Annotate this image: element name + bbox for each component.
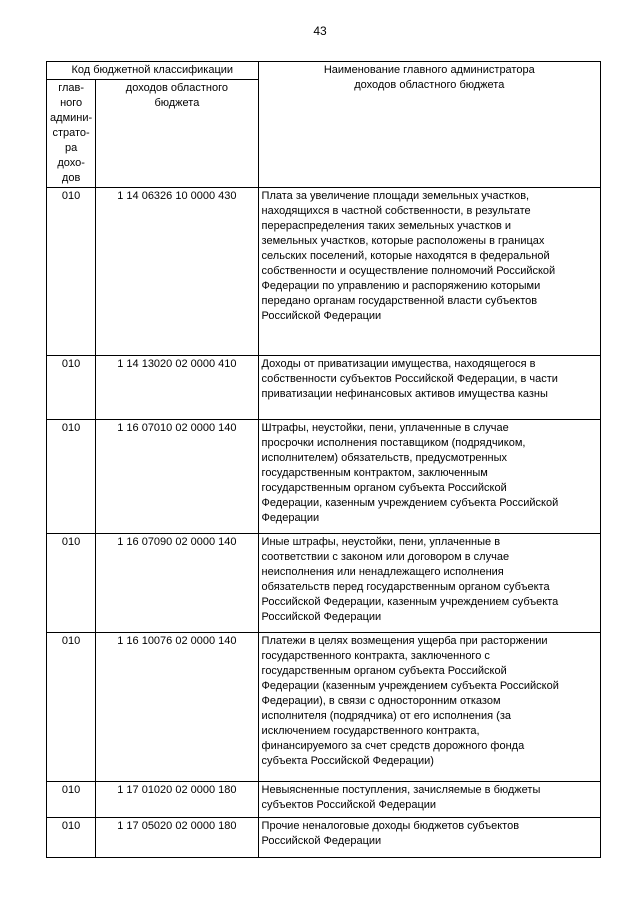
admin-code-cell: 010 — [47, 633, 96, 782]
description-cell: Невыясненные поступления, зачисляемые в бюджеты субъектов Российской Федерации — [258, 782, 600, 818]
admin-code-cell: 010 — [47, 534, 96, 633]
revenue-code-cell: 1 16 10076 02 0000 140 — [96, 633, 258, 782]
header-revenue-code: доходов областного бюджета — [96, 80, 258, 188]
revenue-code-cell: 1 17 01020 02 0000 180 — [96, 782, 258, 818]
header-chief-administrator: глав- ного админи- страто- ра дохо- дов — [47, 80, 96, 188]
description-cell: Плата за увеличение площади земельных участков, находящихся в частной собственности, в результате перераспределения таких земельных участков и земельных участков, которые расположены в границах сельских поселений, которые находятся в федеральной собственности и осуществление полномочий Российской Федерации по управлению и распоряжению которыми передано органам государственной власти субъектов Российской Федерации — [258, 188, 600, 356]
admin-code-cell: 010 — [47, 818, 96, 858]
description-cell: Иные штрафы, неустойки, пени, уплаченные в соответствии с законом или договором в случае неисполнения или ненадлежащего исполнения обязательств перед государственным органом субъекта Российской Федерации, казенным учреждением субъекта Российской Федерации — [258, 534, 600, 633]
table-row — [47, 356, 601, 420]
header-budget-classification-code: Код бюджетной классификации — [47, 62, 259, 80]
table-row — [47, 420, 601, 534]
table-row — [47, 633, 601, 782]
revenue-code-cell: 1 14 06326 10 0000 430 — [96, 188, 258, 356]
page-number: 43 — [313, 24, 327, 38]
budget-classification-table — [46, 61, 601, 858]
revenue-code-cell: 1 14 13020 02 0000 410 — [96, 356, 258, 420]
revenue-code-cell: 1 16 07090 02 0000 140 — [96, 534, 258, 633]
header-administrator-name: Наименование главного администратора доходов областного бюджета — [258, 62, 600, 188]
description-cell: Штрафы, неустойки, пени, уплаченные в случае просрочки исполнения поставщиком (подрядчиком, исполнителем) обязательств, предусмотренных государственным контрактом, заключенным государственным органом субъекта Российской Федерации, казенным учреждением субъекта Российской Федерации — [258, 420, 600, 534]
admin-code-cell: 010 — [47, 420, 96, 534]
admin-code-cell: 010 — [47, 356, 96, 420]
description-cell: Платежи в целях возмещения ущерба при расторжении государственного контракта, заключенного с государственным органом субъекта Российской Федерации (казенным учреждением субъекта Российской Федерации), в связи с односторонним отказом исполнителя (подрядчика) от его исполнения (за исключением государственного контракта, финансируемого за счет средств дорожного фонда субъекта Российской Федерации) — [258, 633, 600, 782]
admin-code-cell: 010 — [47, 188, 96, 356]
table-row — [47, 782, 601, 818]
revenue-code-cell: 1 16 07010 02 0000 140 — [96, 420, 258, 534]
description-cell: Доходы от приватизации имущества, находящегося в собственности субъектов Российской Федерации, в части приватизации нефинансовых активов имущества казны — [258, 356, 600, 420]
table-body — [47, 188, 601, 858]
table-row — [47, 818, 601, 858]
revenue-code-cell: 1 17 05020 02 0000 180 — [96, 818, 258, 858]
admin-code-cell: 010 — [47, 782, 96, 818]
description-cell: Прочие неналоговые доходы бюджетов субъектов Российской Федерации — [258, 818, 600, 858]
table-row — [47, 188, 601, 356]
table-row — [47, 534, 601, 633]
